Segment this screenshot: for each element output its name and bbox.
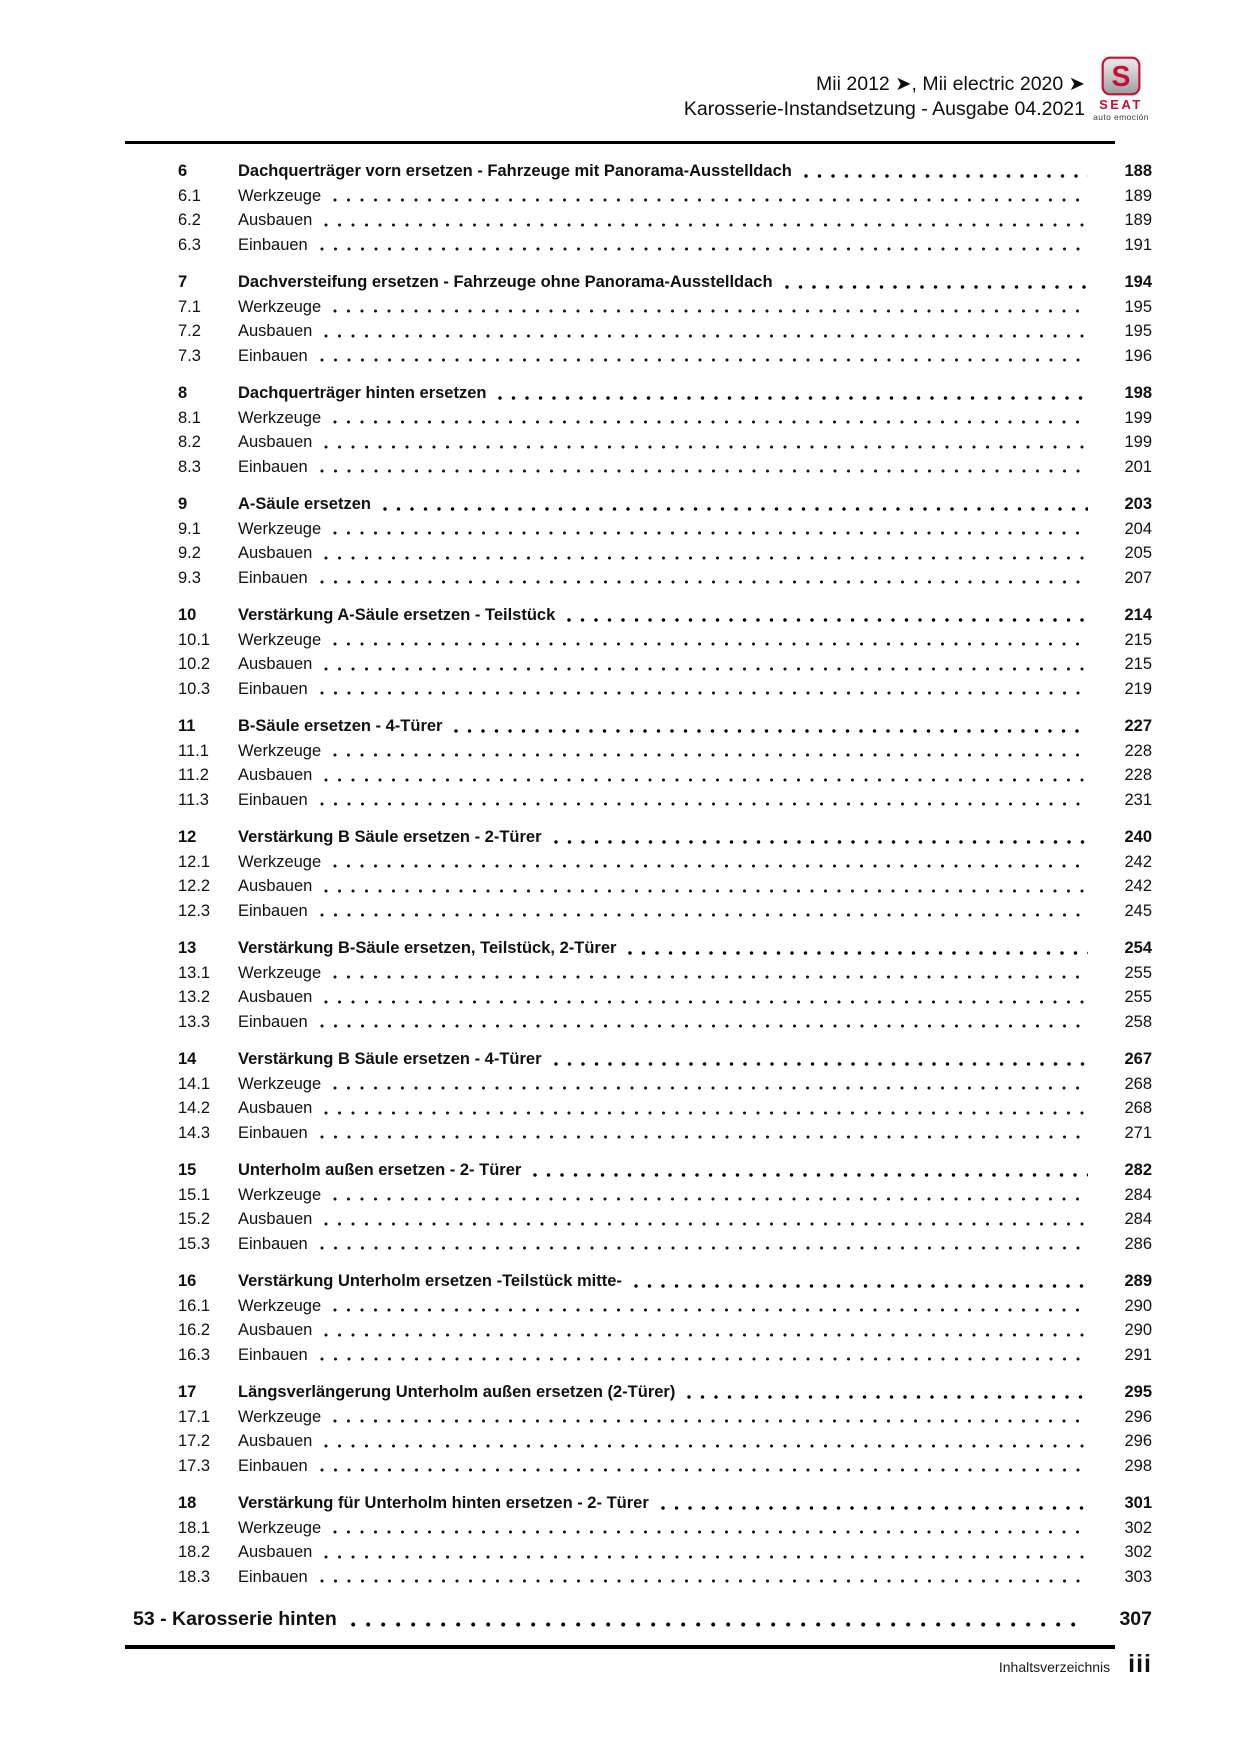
entry-page: 267 [1124, 1050, 1152, 1068]
entry-page: 201 [1124, 457, 1152, 476]
toc-section-53-karosserie-hinten[interactable] [133, 1604, 1152, 1634]
entry-number: 16.1 [178, 1296, 211, 1315]
dot-leader [333, 197, 1088, 203]
entry-title: Einbauen [238, 1123, 308, 1142]
toc-subsection-9.3[interactable] [178, 566, 1152, 591]
dot-leader [320, 1023, 1088, 1029]
entry-title: Einbauen [238, 1345, 308, 1364]
entry-number: 17.2 [178, 1432, 211, 1450]
dot-leader [324, 1332, 1088, 1338]
toc-subsection-17.3[interactable] [178, 1454, 1152, 1479]
entry-title: Verstärkung A-Säule ersetzen - Teilstück [238, 606, 556, 624]
dot-leader [333, 863, 1088, 869]
seat-slogan: auto emoción [1093, 112, 1149, 122]
entry-page: 191 [1124, 235, 1152, 254]
toc-subsection-17.2[interactable] [178, 1429, 1152, 1454]
entry-title: Werkzeuge [238, 741, 322, 760]
toc-subsection-15.1[interactable] [178, 1183, 1152, 1208]
table-of-contents [178, 146, 1152, 1589]
toc-subsection-7.3[interactable] [178, 344, 1152, 369]
dot-leader [351, 1621, 1084, 1628]
entry-number: 13 [178, 939, 197, 957]
dot-leader [628, 950, 1088, 956]
dot-leader [567, 617, 1088, 623]
entry-title: Verstärkung B-Säule ersetzen, Teilstück, 2-Türer [238, 939, 617, 957]
entry-page: 195 [1124, 322, 1152, 340]
entry-title: Werkzeuge [238, 1518, 322, 1537]
toc-chapter-17[interactable] [178, 1380, 1152, 1405]
entry-number: 18 [178, 1494, 197, 1512]
entry-title: Einbauen [238, 1234, 308, 1253]
entry-page: 307 [1119, 1608, 1152, 1630]
entry-title: Einbauen [238, 346, 308, 365]
dot-leader [333, 530, 1088, 536]
entry-title: Einbauen [238, 901, 308, 920]
toc-subsection-8.2[interactable] [178, 430, 1152, 455]
footer-rule [125, 1645, 1115, 1649]
entry-title: Werkzeuge [238, 408, 322, 427]
dot-leader [320, 1356, 1088, 1362]
entry-page: 207 [1124, 568, 1152, 587]
dot-leader [320, 1134, 1088, 1140]
dot-leader [333, 1085, 1088, 1091]
entry-number: 13.3 [178, 1012, 211, 1031]
entry-number: 17 [178, 1383, 197, 1401]
entry-page: 203 [1124, 495, 1152, 513]
entry-page: 289 [1124, 1272, 1152, 1290]
entry-page: 258 [1124, 1012, 1152, 1031]
header-manual-title: Karosserie-Instandsetzung - Ausgabe 04.2021 [683, 98, 1085, 120]
entry-number: 8.2 [178, 433, 201, 451]
entry-title: Werkzeuge [238, 1074, 322, 1093]
toc-subsection-10.1[interactable] [178, 628, 1152, 653]
entry-number: 17.3 [178, 1456, 211, 1475]
dot-leader [320, 912, 1088, 918]
toc-chapter-7[interactable] [178, 270, 1152, 295]
toc-subsection-16.1[interactable] [178, 1294, 1152, 1319]
entry-title: Einbauen [238, 457, 308, 476]
toc-chapter-6[interactable] [178, 159, 1152, 184]
dot-leader [320, 690, 1088, 696]
entry-number: 7.2 [178, 322, 201, 340]
entry-title: Ausbauen [238, 1321, 313, 1339]
entry-page: 291 [1124, 1345, 1152, 1364]
dot-leader [661, 1505, 1088, 1511]
entry-number: 6.3 [178, 235, 201, 254]
toc-subsection-13.3[interactable] [178, 1010, 1152, 1035]
entry-page: 215 [1124, 630, 1152, 649]
entry-title: Einbauen [238, 1567, 308, 1586]
entry-number: 10.2 [178, 655, 211, 673]
entry-number: 14.1 [178, 1074, 211, 1093]
toc-subsection-18.2[interactable] [178, 1540, 1152, 1565]
dot-leader [320, 1467, 1088, 1473]
toc-chapter-11[interactable] [178, 714, 1152, 739]
entry-title: Einbauen [238, 568, 308, 587]
dot-leader [324, 1110, 1088, 1116]
entry-page: 296 [1124, 1407, 1152, 1426]
toc-chapter-13[interactable] [178, 936, 1152, 961]
toc-subsection-15.2[interactable] [178, 1207, 1152, 1232]
entry-number: 15.1 [178, 1185, 211, 1204]
dot-leader [324, 333, 1088, 339]
toc-subsection-16.2[interactable] [178, 1318, 1152, 1343]
entry-title: Längsverlängerung Unterholm außen ersetzen (2-Türer) [238, 1383, 676, 1401]
entry-number: 12.3 [178, 901, 211, 920]
dot-leader [324, 999, 1088, 1005]
entry-number: 9.2 [178, 544, 201, 562]
toc-subsection-12.1[interactable] [178, 850, 1152, 875]
entry-number: 11.2 [178, 766, 209, 784]
entry-title: Ausbauen [238, 877, 313, 895]
dot-leader [333, 1307, 1088, 1313]
entry-number: 14 [178, 1050, 197, 1068]
entry-number: 13.2 [178, 988, 211, 1006]
entry-number: 18.3 [178, 1567, 211, 1586]
dot-leader [333, 1418, 1088, 1424]
entry-page: 199 [1124, 408, 1152, 427]
entry-number: 6.2 [178, 211, 201, 229]
entry-page: 301 [1124, 1494, 1152, 1512]
entry-title: Werkzeuge [238, 297, 322, 316]
toc-subsection-9.2[interactable] [178, 541, 1152, 566]
entry-number: 15.3 [178, 1234, 211, 1253]
entry-title: Werkzeuge [238, 1407, 322, 1426]
entry-title: Werkzeuge [238, 186, 322, 205]
entry-number: 6 [178, 162, 188, 180]
entry-page: 282 [1124, 1161, 1152, 1179]
entry-number: 10 [178, 606, 197, 624]
footer-page-number: iii [1128, 1650, 1152, 1678]
dot-leader [554, 839, 1088, 845]
dot-leader [324, 666, 1088, 672]
entry-title: Werkzeuge [238, 630, 322, 649]
dot-leader [320, 579, 1088, 585]
entry-page: 188 [1124, 162, 1152, 180]
toc-chapter-12[interactable] [178, 825, 1152, 850]
entry-number: 12 [178, 828, 197, 846]
entry-number: 11 [178, 717, 196, 735]
entry-title: Verstärkung B Säule ersetzen - 2-Türer [238, 828, 542, 846]
entry-title: Ausbauen [238, 433, 313, 451]
entry-page: 268 [1124, 1099, 1152, 1117]
entry-title: Ausbauen [238, 766, 313, 784]
entry-number: 18.1 [178, 1518, 211, 1537]
entry-page: 227 [1124, 717, 1152, 735]
entry-page: 228 [1124, 766, 1152, 784]
entry-number: 11.1 [178, 741, 209, 760]
entry-title: Dachversteifung ersetzen - Fahrzeuge ohne Panorama-Ausstelldach [238, 273, 773, 291]
toc-subsection-10.3[interactable] [178, 677, 1152, 702]
entry-number: 10.3 [178, 679, 211, 698]
entry-page: 295 [1124, 1383, 1152, 1401]
entry-page: 284 [1124, 1185, 1152, 1204]
entry-title: Ausbauen [238, 1099, 313, 1117]
dot-leader [333, 419, 1088, 425]
entry-number: 10.1 [178, 630, 211, 649]
toc-subsection-14.3[interactable] [178, 1121, 1152, 1146]
entry-title: Werkzeuge [238, 852, 322, 871]
entry-page: 271 [1124, 1123, 1152, 1142]
entry-number: 9.3 [178, 568, 201, 587]
entry-page: 298 [1124, 1456, 1152, 1475]
entry-number: 9.1 [178, 519, 201, 538]
toc-chapter-8[interactable] [178, 381, 1152, 406]
dot-leader [333, 641, 1088, 647]
page-header [684, 72, 1085, 122]
entry-title: A-Säule ersetzen [238, 495, 371, 513]
entry-page: 194 [1124, 273, 1152, 291]
toc-subsection-6.2[interactable] [178, 208, 1152, 233]
entry-title: B-Säule ersetzen - 4-Türer [238, 717, 443, 735]
seat-wordmark: SEAT [1099, 97, 1143, 112]
entry-page: 189 [1124, 186, 1152, 205]
entry-page: 242 [1124, 877, 1152, 895]
entry-page: 242 [1124, 852, 1152, 871]
seat-logo [1092, 56, 1150, 122]
entry-number: 7.3 [178, 346, 201, 365]
entry-page: 228 [1124, 741, 1152, 760]
entry-number: 9 [178, 495, 188, 513]
dot-leader [324, 1554, 1088, 1560]
entry-page: 284 [1124, 1210, 1152, 1228]
entry-title: Ausbauen [238, 1432, 313, 1450]
dot-leader [320, 1245, 1088, 1251]
entry-page: 219 [1124, 679, 1152, 698]
dot-leader [687, 1394, 1088, 1400]
toc-subsection-14.1[interactable] [178, 1072, 1152, 1097]
entry-title: Ausbauen [238, 1210, 313, 1228]
dot-leader [320, 246, 1088, 252]
entry-page: 198 [1124, 384, 1152, 402]
entry-title: Einbauen [238, 1456, 308, 1475]
entry-page: 255 [1124, 988, 1152, 1006]
dot-leader [324, 1221, 1088, 1227]
entry-page: 215 [1124, 655, 1152, 673]
toc-subsection-12.2[interactable] [178, 874, 1152, 899]
entry-number: 15.2 [178, 1210, 211, 1228]
dot-leader [498, 395, 1088, 401]
entry-title: Einbauen [238, 1012, 308, 1031]
toc-subsection-12.3[interactable] [178, 899, 1152, 924]
footer-label: Inhaltsverzeichnis [998, 1659, 1111, 1675]
entry-number: 16.2 [178, 1321, 211, 1339]
entry-page: 231 [1124, 790, 1152, 809]
toc-subsection-18.1[interactable] [178, 1516, 1152, 1541]
toc-subsection-7.1[interactable] [178, 295, 1152, 320]
toc-chapter-14[interactable] [178, 1047, 1152, 1072]
entry-number: 16.3 [178, 1345, 211, 1364]
dot-leader [333, 1196, 1088, 1202]
entry-number: 13.1 [178, 963, 211, 982]
toc-subsection-6.1[interactable] [178, 184, 1152, 209]
dot-leader [333, 752, 1088, 758]
entry-page: 290 [1124, 1321, 1152, 1339]
toc-chapter-10[interactable] [178, 603, 1152, 628]
toc-subsection-16.3[interactable] [178, 1343, 1152, 1368]
entry-title: Dachquerträger hinten ersetzen [238, 384, 487, 402]
toc-subsection-8.3[interactable] [178, 455, 1152, 480]
entry-title: Werkzeuge [238, 1296, 322, 1315]
toc-subsection-6.3[interactable] [178, 233, 1152, 258]
dot-leader [324, 444, 1088, 450]
entry-page: 255 [1124, 963, 1152, 982]
toc-subsection-9.1[interactable] [178, 517, 1152, 542]
entry-number: 8.1 [178, 408, 201, 427]
entry-page: 205 [1124, 544, 1152, 562]
entry-title: Ausbauen [238, 544, 313, 562]
dot-leader [324, 888, 1088, 894]
dot-leader [324, 222, 1088, 228]
entry-page: 254 [1124, 939, 1152, 957]
toc-chapter-15[interactable] [178, 1158, 1152, 1183]
entry-title: Verstärkung Unterholm ersetzen -Teilstück mitte- [238, 1272, 622, 1290]
entry-number: 6.1 [178, 186, 201, 205]
toc-chapter-9[interactable] [178, 492, 1152, 517]
entry-title: Unterholm außen ersetzen - 2- Türer [238, 1161, 522, 1179]
toc-chapter-18[interactable] [178, 1491, 1152, 1516]
entry-number: 7 [178, 273, 188, 291]
header-rule [125, 141, 1115, 144]
toc-subsection-18.3[interactable] [178, 1565, 1152, 1590]
entry-title: Werkzeuge [238, 519, 322, 538]
entry-page: 286 [1124, 1234, 1152, 1253]
toc-subsection-13.1[interactable] [178, 961, 1152, 986]
dot-leader [333, 308, 1088, 314]
dot-leader [320, 1578, 1088, 1584]
toc-subsection-11.1[interactable] [178, 739, 1152, 764]
dot-leader [333, 974, 1088, 980]
dot-leader [804, 173, 1088, 179]
dot-leader [634, 1283, 1088, 1289]
dot-leader [320, 357, 1088, 363]
page-footer [999, 1650, 1152, 1679]
toc-subsection-11.2[interactable] [178, 763, 1152, 788]
entry-number: 14.3 [178, 1123, 211, 1142]
entry-page: 204 [1124, 519, 1152, 538]
entry-page: 195 [1124, 297, 1152, 316]
entry-page: 290 [1124, 1296, 1152, 1315]
entry-page: 240 [1124, 828, 1152, 846]
toc-subsection-14.2[interactable] [178, 1096, 1152, 1121]
entry-number: 15 [178, 1161, 197, 1179]
dot-leader [324, 555, 1088, 561]
entry-number: 8.3 [178, 457, 201, 476]
entry-page: 302 [1124, 1543, 1152, 1561]
dot-leader [383, 506, 1088, 512]
entry-title: Ausbauen [238, 322, 313, 340]
entry-title: Werkzeuge [238, 1185, 322, 1204]
entry-page: 214 [1124, 606, 1152, 624]
entry-number: 7.1 [178, 297, 201, 316]
entry-page: 302 [1124, 1518, 1152, 1537]
entry-page: 245 [1124, 901, 1152, 920]
entry-number: 12.1 [178, 852, 211, 871]
entry-page: 196 [1124, 346, 1152, 365]
entry-page: 296 [1124, 1432, 1152, 1450]
entry-title: Einbauen [238, 790, 308, 809]
entry-number: 14.2 [178, 1099, 211, 1117]
dot-leader [324, 1443, 1088, 1449]
dot-leader [333, 1529, 1088, 1535]
entry-page: 189 [1124, 211, 1152, 229]
dot-leader [785, 284, 1088, 290]
entry-page: 268 [1124, 1074, 1152, 1093]
svg-text:S: S [1111, 61, 1131, 93]
dot-leader [324, 777, 1088, 783]
toc-subsection-13.2[interactable] [178, 985, 1152, 1010]
toc-subsection-11.3[interactable] [178, 788, 1152, 813]
toc-subsection-7.2[interactable] [178, 319, 1152, 344]
toc-subsection-8.1[interactable] [178, 406, 1152, 431]
entry-page: 199 [1124, 433, 1152, 451]
entry-title: Werkzeuge [238, 963, 322, 982]
dot-leader [320, 468, 1088, 474]
entry-title: Einbauen [238, 235, 308, 254]
dot-leader [554, 1061, 1088, 1067]
entry-number: 11.3 [178, 790, 209, 809]
dot-leader [533, 1172, 1088, 1178]
entry-number: 16 [178, 1272, 197, 1290]
entry-title: Verstärkung B Säule ersetzen - 4-Türer [238, 1050, 542, 1068]
entry-title: Ausbauen [238, 211, 313, 229]
entry-number: 17.1 [178, 1407, 211, 1426]
entry-title: Dachquerträger vorn ersetzen - Fahrzeuge mit Panorama-Ausstelldach [238, 162, 792, 180]
toc-chapter-16[interactable] [178, 1269, 1152, 1294]
header-models-line: Mii 2012 ➤, Mii electric 2020 ➤ [816, 73, 1085, 95]
toc-subsection-10.2[interactable] [178, 652, 1152, 677]
entry-page: 303 [1124, 1567, 1152, 1586]
entry-number: 8 [178, 384, 188, 402]
toc-subsection-17.1[interactable] [178, 1405, 1152, 1430]
entry-title: Ausbauen [238, 655, 313, 673]
seat-emblem-icon [1101, 56, 1141, 96]
dot-leader [320, 801, 1088, 807]
dot-leader [454, 728, 1088, 734]
entry-number: 12.2 [178, 877, 211, 895]
entry-title: Verstärkung für Unterholm hinten ersetzen - 2- Türer [238, 1494, 649, 1512]
entry-title: Ausbauen [238, 988, 313, 1006]
toc-subsection-15.3[interactable] [178, 1232, 1152, 1257]
entry-number: 18.2 [178, 1543, 211, 1561]
entry-title: Ausbauen [238, 1543, 313, 1561]
entry-title: Einbauen [238, 679, 308, 698]
entry-title: 53 - Karosserie hinten [133, 1608, 337, 1630]
